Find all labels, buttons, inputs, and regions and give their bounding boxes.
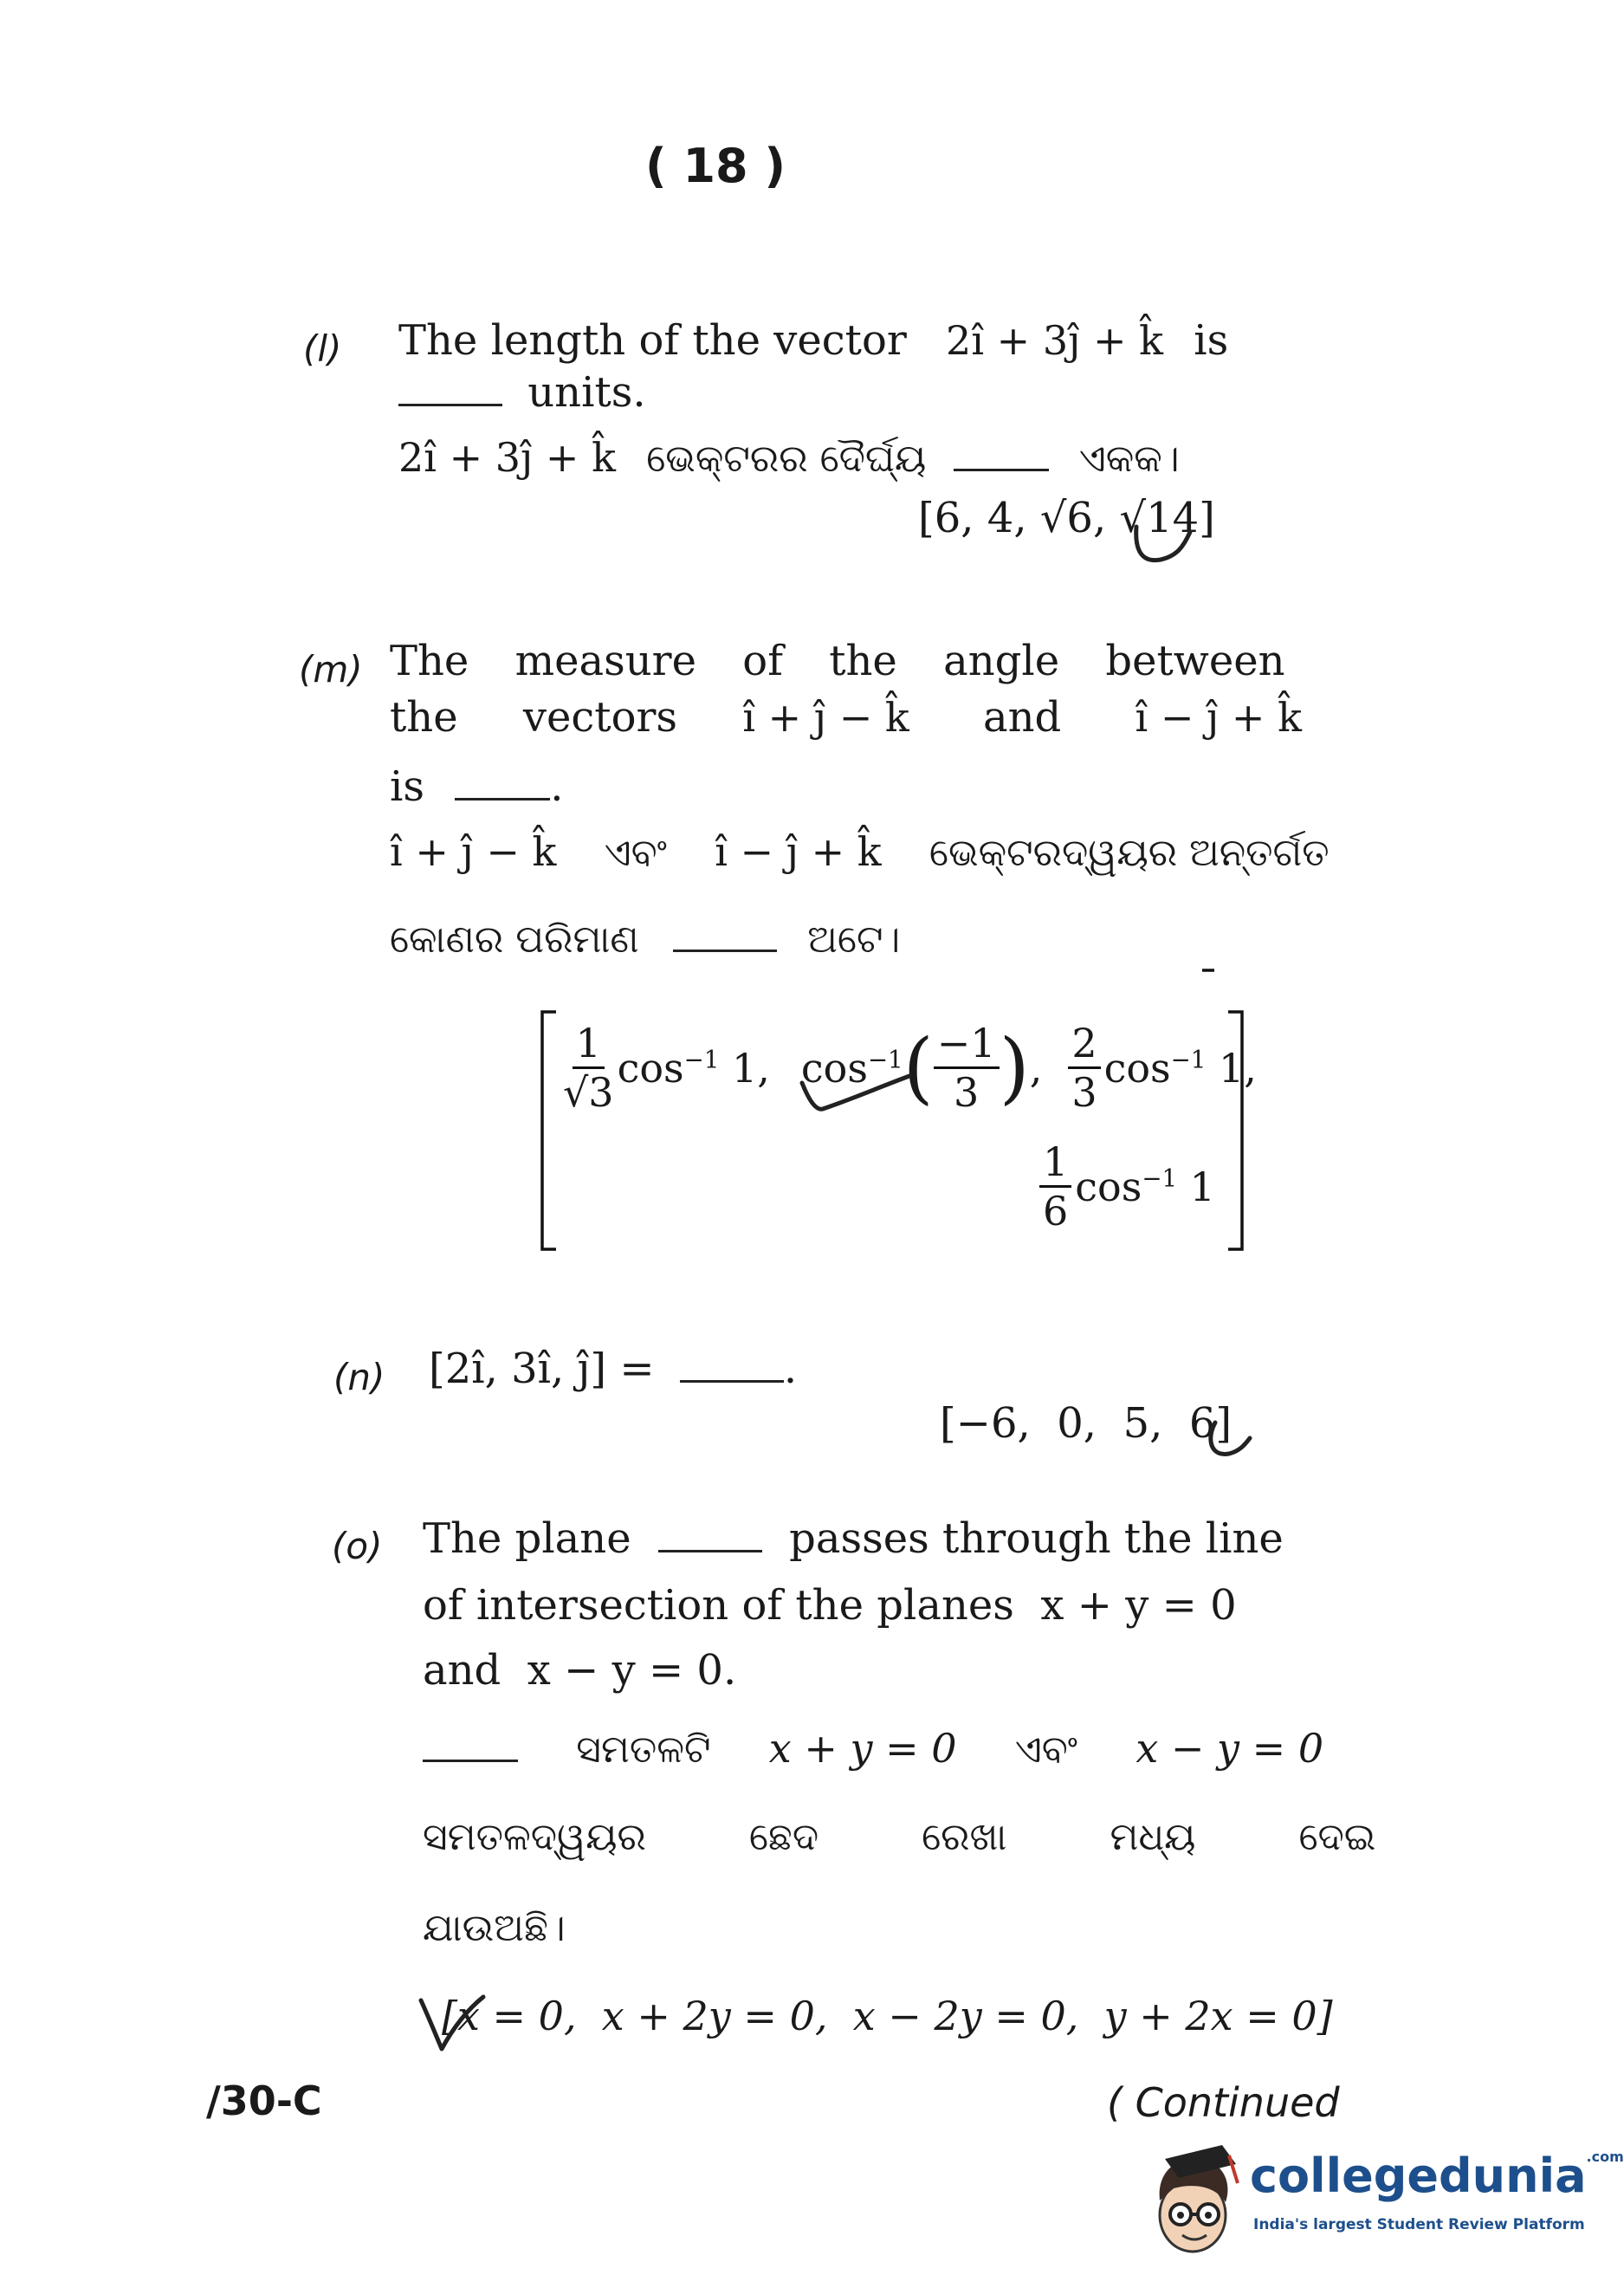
question-label-n: (n) (333, 1356, 385, 1398)
option-3-cos: $\cos^{-1} 1$, (1103, 1044, 1257, 1092)
answer-blank (680, 1380, 784, 1383)
q-l-odia-text: ଭେକ୍ଟରର ଦୈର୍ଘ୍ୟ (646, 437, 927, 481)
question-label-o: (o) (332, 1525, 383, 1567)
q-n-options: [−6, 0, 5, 6] (940, 1399, 1233, 1448)
q-o-odia-line1: ସମତଳଟି x + y = 0 ଏବଂ x − y = 0 (423, 1724, 1323, 1773)
brand-name: collegedunia$^{.com}$ (1250, 2149, 1624, 2203)
q-m-english-line3: is . (390, 762, 564, 811)
tick-mark (414, 1988, 492, 2058)
q-o-english-line1: The plane passes through the line (423, 1514, 1284, 1563)
answer-blank (954, 469, 1049, 471)
q-m-odia-vec1: î + ĵ − k̂ (390, 828, 557, 875)
q-m-vec1: î + ĵ − k̂ (742, 694, 909, 741)
brand-tagline: India's largest Student Review Platform (1253, 2216, 1585, 2233)
q-l-text-pre: The length of the vector (398, 316, 907, 365)
q-m-vectors: vectors (522, 693, 678, 742)
q-l-english-line1 (398, 316, 1228, 365)
q-m-odia-ebong: ଏବଂ (604, 831, 667, 875)
q-l-english-line2 (398, 368, 646, 417)
q-l-odia-vector: 2î + 3ĵ + k̂ (398, 434, 616, 481)
q-l-odia-line (398, 433, 1180, 482)
option-4-fraction: $\frac{1}{6}$ (1039, 1142, 1071, 1231)
q-o-odia-line2: ସମତଳଦ୍ୱୟର ଛେଦ ରେଖା ମଧ୍ୟ ଦେଇ (423, 1815, 1376, 1859)
option-2-cos: $\cos^{-1}$ (800, 1044, 903, 1092)
answer-blank (455, 798, 550, 800)
answer-blank (423, 1760, 518, 1762)
q-l-options: [6, 4, √6, √14] (918, 494, 1215, 542)
q-m-odia-text2: କୋଣର ପରିମାଣ (390, 917, 639, 962)
q-m-english-line1: The measure of the angle between (390, 637, 1285, 685)
paper-code: /30-C (206, 2077, 322, 2124)
continued-label: ( Continued (1107, 2079, 1340, 2126)
option-1-fraction: $\frac{1}{√3}$ (563, 1020, 614, 1116)
q-l-vector: 2î + 3ĵ + k̂ (946, 317, 1164, 364)
question-label-m: (m) (299, 648, 363, 690)
tick-mark (1126, 502, 1204, 572)
q-l-units: units. (527, 368, 646, 417)
answer-blank (658, 1550, 762, 1552)
q-m-english-line2 (390, 693, 1302, 742)
option-3-fraction: $\frac{2}{3}$ (1068, 1023, 1100, 1112)
q-o-odia-line3: ଯାଉଅଛି। (423, 1906, 566, 1950)
q-m-options-row2 (1039, 1138, 1215, 1235)
q-m-vec2: î − ĵ + k̂ (1135, 694, 1302, 741)
option-1-cos: $\cos^{-1} 1$, (617, 1044, 770, 1092)
option-2-fraction: $\frac{-1}{3}$ (934, 1023, 1000, 1112)
answer-blank (673, 950, 777, 952)
q-m-odia-text3: ଅଟେ। (807, 917, 901, 962)
q-m-odia-line1 (390, 827, 1330, 876)
tick-mark (1200, 1403, 1260, 1464)
q-m-is: is (390, 762, 424, 811)
q-m-odia-vec2: î − ĵ + k̂ (715, 828, 882, 875)
q-m-options-row1: $\frac{1}{√3}$ $\cos^{-1} 1$, $\cos^{-1}$ ( $\frac{-1}{3}$ ) , $\frac{2}{3}$ $\cos^{-1} 1$, (563, 1020, 1257, 1116)
q-l-odia-unit: ଏକକ। (1078, 437, 1180, 481)
q-l-text-post: is (1194, 316, 1229, 365)
q-m-odia-text1: ଭେକ୍ଟରଦ୍ୱୟର ଅନ୍ତର୍ଗତ (928, 831, 1330, 875)
q-o-english-line2: of intersection of the planes x + y = 0 (423, 1581, 1237, 1630)
q-m-the: the (390, 693, 458, 742)
brand-logo (1139, 2133, 1624, 2263)
student-mascot-icon (1139, 2133, 1252, 2263)
page-number: ( 18 ) (645, 139, 786, 193)
q-o-options: [x = 0, x + 2y = 0, x − 2y = 0, y + 2x = 0] (442, 1993, 1333, 2039)
q-o-english-line3: and x − y = 0. (423, 1646, 737, 1695)
q-n-expression: [2î, 3î, ĵ] = . (429, 1345, 798, 1393)
answer-blank (398, 404, 502, 406)
q-m-and: and (983, 693, 1062, 742)
q-m-odia-line2 (390, 914, 900, 962)
option-4-cos: $\cos^{-1} 1$ (1075, 1163, 1215, 1210)
tick-mark (797, 1066, 918, 1135)
question-label-l: (l) (303, 327, 342, 370)
